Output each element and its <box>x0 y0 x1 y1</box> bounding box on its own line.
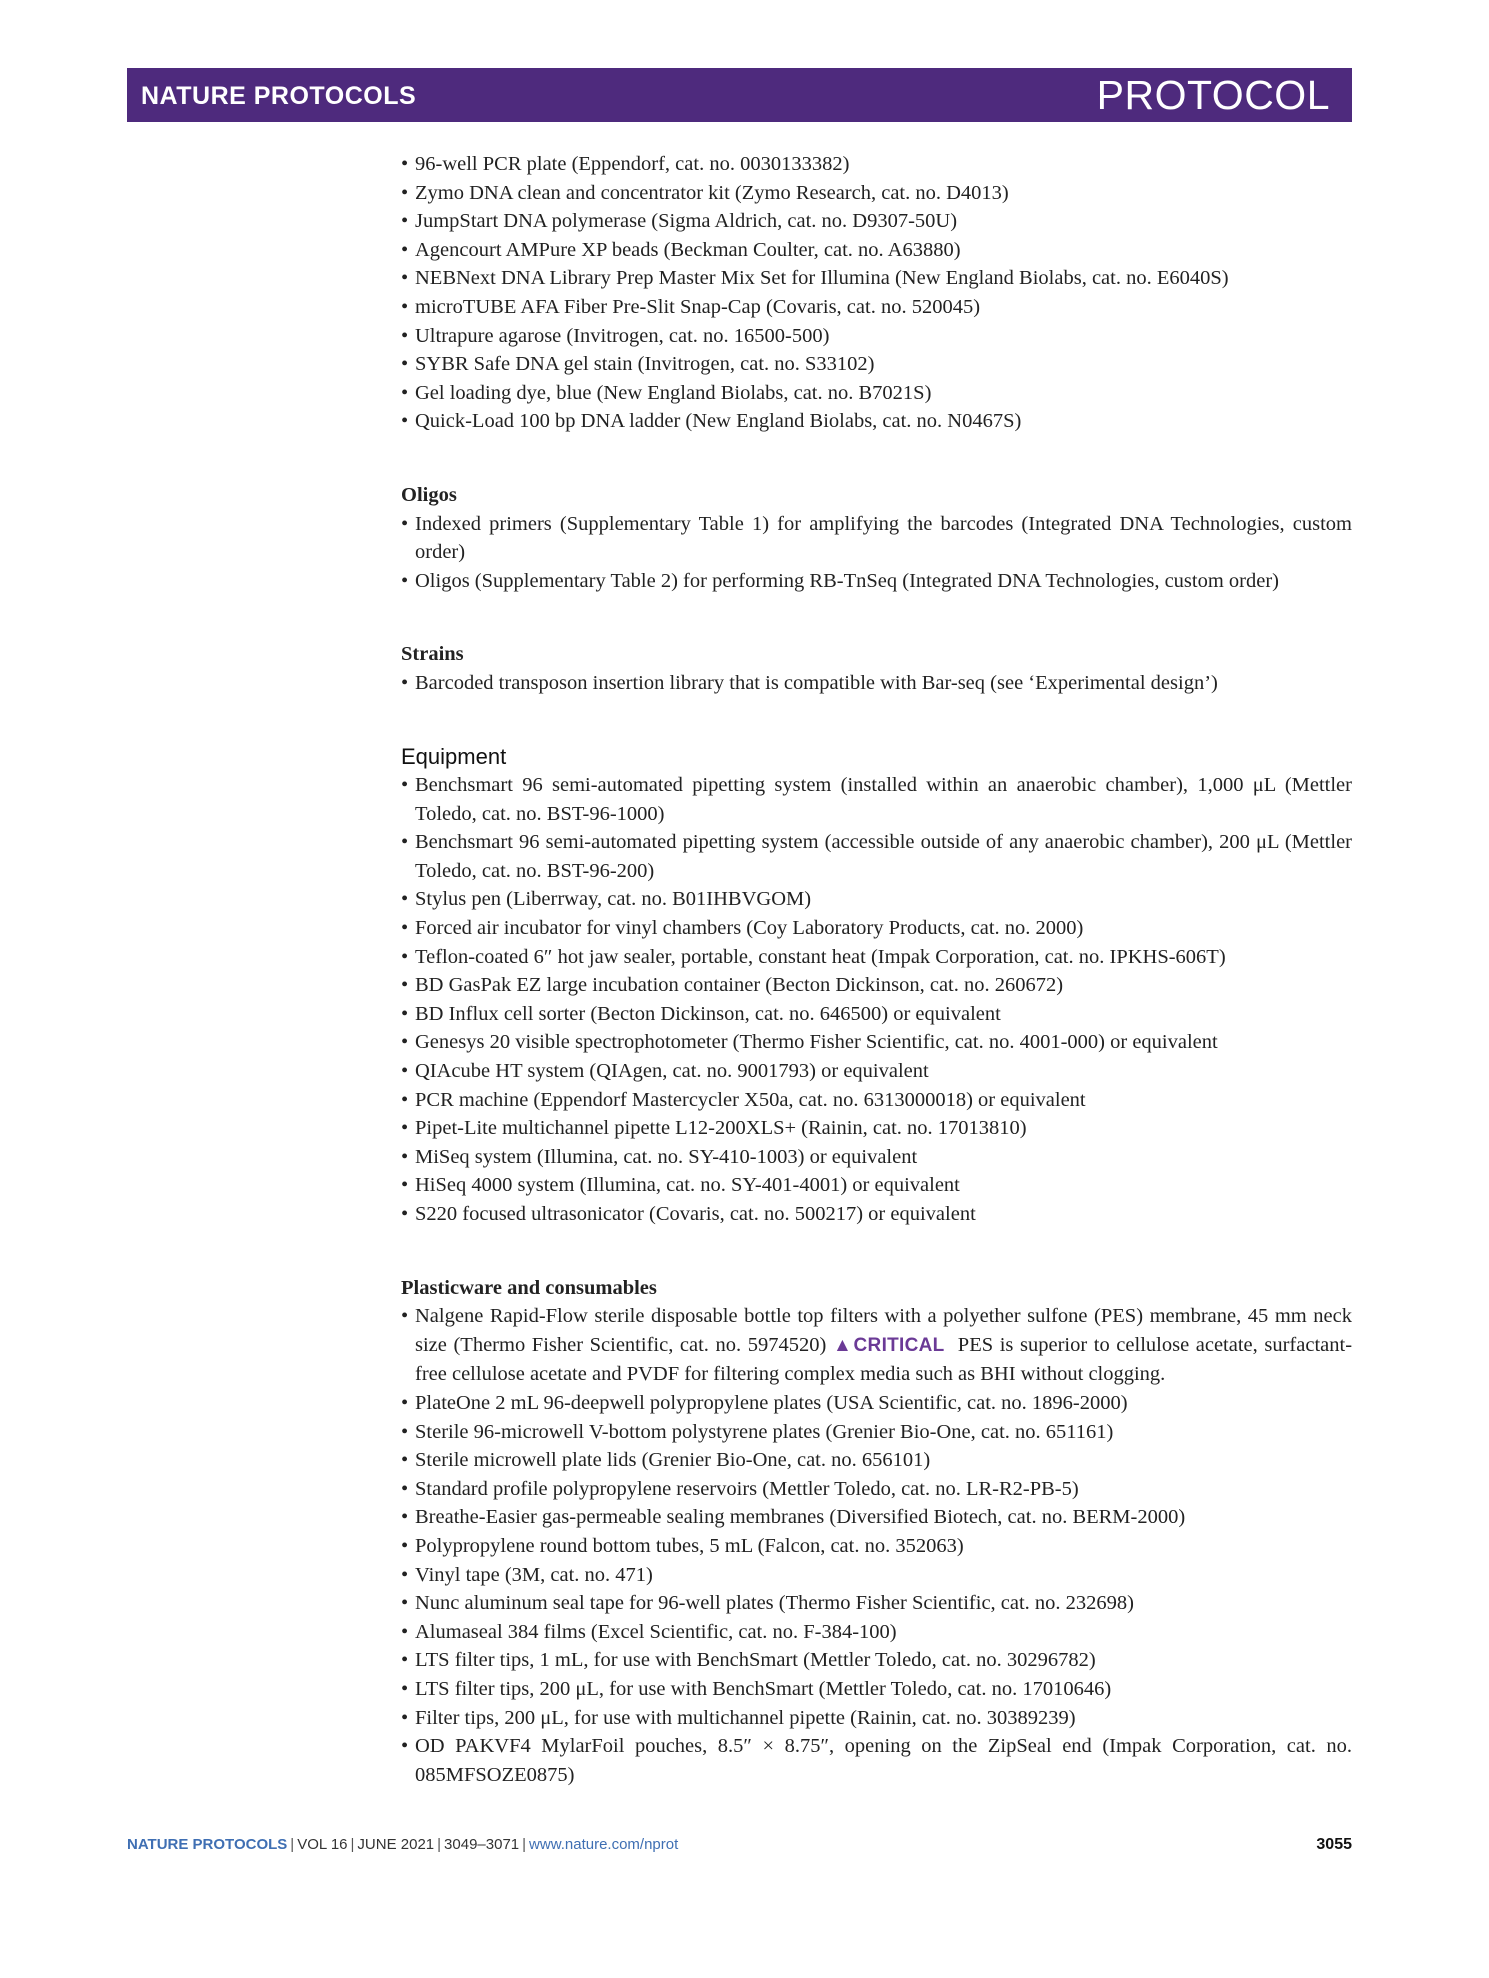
bullet-icon: • <box>401 1592 409 1615</box>
list-item: • PlateOne 2 mL 96-deepwell polypropylene plates (USA Scientific, cat. no. 1896-2000) <box>401 1389 1352 1418</box>
list-item: • Gel loading dye, blue (New England Biolabs, cat. no. B7021S) <box>401 379 1352 408</box>
bullet-icon: • <box>401 774 409 797</box>
list-item: • Polypropylene round bottom tubes, 5 mL (Falcon, cat. no. 352063) <box>401 1532 1352 1561</box>
list-item: • QIAcube HT system (QIAgen, cat. no. 9001793) or equivalent <box>401 1057 1352 1086</box>
bullet-icon: • <box>401 210 409 233</box>
bullet-icon: • <box>401 153 409 175</box>
strains-section <box>401 640 1352 697</box>
list-item: • 96-well PCR plate (Eppendorf, cat. no. 0030133382) <box>401 150 1352 179</box>
reagents-list <box>401 150 1352 436</box>
plasticware-section <box>401 1274 1352 1790</box>
list-item: • MiSeq system (Illumina, cat. no. SY-410-1003) or equivalent <box>401 1143 1352 1172</box>
bullet-icon: • <box>401 1174 409 1197</box>
list-item: • microTUBE AFA Fiber Pre-Slit Snap-Cap (Covaris, cat. no. 520045) <box>401 293 1352 322</box>
list-item: • Sterile microwell plate lids (Grenier Bio-One, cat. no. 656101) <box>401 1446 1352 1475</box>
bullet-icon: • <box>401 1706 409 1729</box>
list-item: • Ultrapure agarose (Invitrogen, cat. no. 16500-500) <box>401 322 1352 351</box>
list-item: • Benchsmart 96 semi-automated pipetting system (accessible outside of any anaerobic chamber), 200 μL (Mettler Toledo, cat. no. BST-96-200) <box>401 828 1352 885</box>
bullet-icon: • <box>401 1620 409 1643</box>
bullet-icon: • <box>401 238 409 261</box>
list-item: • Benchsmart 96 semi-automated pipetting system (installed within an anaerobic chamber), 1,000 μL (Mettler Toledo, cat. no. BST-96-1000) <box>401 771 1352 828</box>
bullet-icon: • <box>401 1563 409 1586</box>
oligos-list <box>401 510 1352 596</box>
page-header <box>127 68 1352 122</box>
bullet-icon: • <box>401 1145 409 1168</box>
bullet-icon: • <box>401 324 409 347</box>
bullet-icon: • <box>401 1677 409 1700</box>
list-item: • Pipet-Lite multichannel pipette L12-200XLS+ (Rainin, cat. no. 17013810) <box>401 1114 1352 1143</box>
section-title: Plasticware and consumables <box>401 1276 657 1299</box>
footer-url[interactable]: www.nature.com/nprot <box>529 1836 679 1853</box>
equipment-section <box>401 743 1352 1229</box>
oligos-section <box>401 481 1352 595</box>
bullet-icon: • <box>401 267 409 290</box>
bullet-icon: • <box>401 1002 409 1025</box>
list-item: • BD GasPak EZ large incubation container (Becton Dickinson, cat. no. 260672) <box>401 971 1352 1000</box>
bullet-icon: • <box>401 1305 409 1328</box>
bullet-icon: • <box>401 1649 409 1672</box>
bullet-icon: • <box>401 353 409 376</box>
section-title: Equipment <box>401 743 507 769</box>
bullet-icon: • <box>401 831 409 854</box>
bullet-icon: • <box>401 1117 409 1140</box>
bullet-icon: • <box>401 888 409 911</box>
list-item: • Standard profile polypropylene reservoirs (Mettler Toledo, cat. no. LR-R2-PB-5) <box>401 1475 1352 1504</box>
bullet-icon: • <box>401 671 409 694</box>
page-content <box>401 150 1352 1789</box>
bullet-icon: • <box>401 1735 409 1758</box>
bullet-icon: • <box>401 974 409 997</box>
bullet-icon: • <box>401 1031 409 1054</box>
list-item: • SYBR Safe DNA gel stain (Invitrogen, cat. no. S33102) <box>401 350 1352 379</box>
list-item: • OD PAKVF4 MylarFoil pouches, 8.5″ × 8.75″, opening on the ZipSeal end (Impak Corporation, cat. no. 085MFSOZE0875) <box>401 1732 1352 1789</box>
list-item: • Sterile 96-microwell V-bottom polystyrene plates (Grenier Bio-One, cat. no. 651161) <box>401 1418 1352 1447</box>
list-item: • Nalgene Rapid-Flow sterile disposable bottle top filters with a polyether sulfone (PES) membrane, 45 mm neck size (Thermo Fisher Scientific, cat. no. 5974520) ▲CRITICAL PES is superior to cellulose acetate, surfactant-free cellulose acetate and PVDF for filtering complex media such as BHI without clogging. <box>401 1302 1352 1389</box>
bullet-icon: • <box>401 1203 409 1225</box>
bullet-icon: • <box>401 512 409 535</box>
list-item: • Stylus pen (Liberrway, cat. no. B01IHBVGOM) <box>401 885 1352 914</box>
list-item: • Teflon-coated 6″ hot jaw sealer, portable, constant heat (Impak Corporation, cat. no. IPKHS-606T) <box>401 943 1352 972</box>
section-title: Strains <box>401 643 464 666</box>
article-type: PROTOCOL <box>1096 72 1330 118</box>
page-footer: NATURE PROTOCOLS | VOL 16 | JUNE 2021 | 3049–3071 | www.nature.com/nprot 3055 <box>127 1836 1352 1853</box>
bullet-icon: • <box>401 1391 409 1414</box>
list-item: • NEBNext DNA Library Prep Master Mix Set for Illumina (New England Biolabs, cat. no. E6040S) <box>401 264 1352 293</box>
list-item: • Zymo DNA clean and concentrator kit (Zymo Research, cat. no. D4013) <box>401 179 1352 208</box>
list-item: • Agencourt AMPure XP beads (Beckman Coulter, cat. no. A63880) <box>401 236 1352 265</box>
list-item: • Indexed primers (Supplementary Table 1) for amplifying the barcodes (Integrated DNA Technologies, custom order) <box>401 510 1352 567</box>
list-item: • S220 focused ultrasonicator (Covaris, cat. no. 500217) or equivalent <box>401 1200 1352 1229</box>
bullet-icon: • <box>401 1060 409 1083</box>
equipment-list <box>401 771 1352 1229</box>
list-item: • Oligos (Supplementary Table 2) for performing RB-TnSeq (Integrated DNA Technologies, custom order) <box>401 567 1352 596</box>
bullet-icon: • <box>401 410 409 433</box>
section-title: Oligos <box>401 483 457 506</box>
list-item: • Quick-Load 100 bp DNA ladder (New England Biolabs, cat. no. N0467S) <box>401 407 1352 436</box>
plasticware-list-rest <box>401 1389 1352 1789</box>
bullet-icon: • <box>401 917 409 940</box>
list-item: • Forced air incubator for vinyl chambers (Coy Laboratory Products, cat. no. 2000) <box>401 914 1352 943</box>
bullet-icon: • <box>401 569 409 592</box>
bullet-icon: • <box>401 181 409 204</box>
list-item: • Alumaseal 384 films (Excel Scientific, cat. no. F-384-100) <box>401 1618 1352 1647</box>
bullet-icon: • <box>401 1449 409 1472</box>
plasticware-list <box>401 1302 1352 1389</box>
bullet-icon: • <box>401 1420 409 1443</box>
bullet-icon: • <box>401 1506 409 1529</box>
journal-name: NATURE PROTOCOLS <box>141 82 417 110</box>
footer-date: JUNE 2021 <box>357 1836 435 1853</box>
bullet-icon: • <box>401 1534 409 1557</box>
list-item: • Nunc aluminum seal tape for 96-well plates (Thermo Fisher Scientific, cat. no. 232698) <box>401 1589 1352 1618</box>
list-item: • LTS filter tips, 1 mL, for use with BenchSmart (Mettler Toledo, cat. no. 30296782) <box>401 1646 1352 1675</box>
list-item: • Vinyl tape (3M, cat. no. 471) <box>401 1561 1352 1590</box>
footer-volume: VOL 16 <box>297 1836 348 1853</box>
list-item: • Filter tips, 200 μL, for use with multichannel pipette (Rainin, cat. no. 30389239) <box>401 1704 1352 1733</box>
footer-pages: 3049–3071 <box>444 1836 520 1853</box>
bullet-icon: • <box>401 381 409 404</box>
bullet-icon: • <box>401 1477 409 1500</box>
list-item: • BD Influx cell sorter (Becton Dickinson, cat. no. 646500) or equivalent <box>401 1000 1352 1029</box>
bullet-icon: • <box>401 1088 409 1111</box>
list-item: • PCR machine (Eppendorf Mastercycler X50a, cat. no. 6313000018) or equivalent <box>401 1086 1352 1115</box>
strains-list <box>401 669 1352 698</box>
footer-journal: NATURE PROTOCOLS <box>127 1836 288 1853</box>
list-item: • Barcoded transposon insertion library that is compatible with Bar-seq (see ‘Experimental design’) <box>401 669 1352 698</box>
list-item: • LTS filter tips, 200 μL, for use with BenchSmart (Mettler Toledo, cat. no. 17010646) <box>401 1675 1352 1704</box>
list-item: • Breathe-Easier gas-permeable sealing membranes (Diversified Biotech, cat. no. BERM-2000) <box>401 1503 1352 1532</box>
bullet-icon: • <box>401 945 409 968</box>
critical-label: ▲CRITICAL <box>832 1334 945 1356</box>
list-item: • JumpStart DNA polymerase (Sigma Aldrich, cat. no. D9307-50U) <box>401 207 1352 236</box>
bullet-icon: • <box>401 295 409 318</box>
list-item: • HiSeq 4000 system (Illumina, cat. no. SY-401-4001) or equivalent <box>401 1171 1352 1200</box>
list-item: • Genesys 20 visible spectrophotometer (Thermo Fisher Scientific, cat. no. 4001-000) or equivalent <box>401 1028 1352 1057</box>
page-number: 3055 <box>1316 1836 1352 1853</box>
